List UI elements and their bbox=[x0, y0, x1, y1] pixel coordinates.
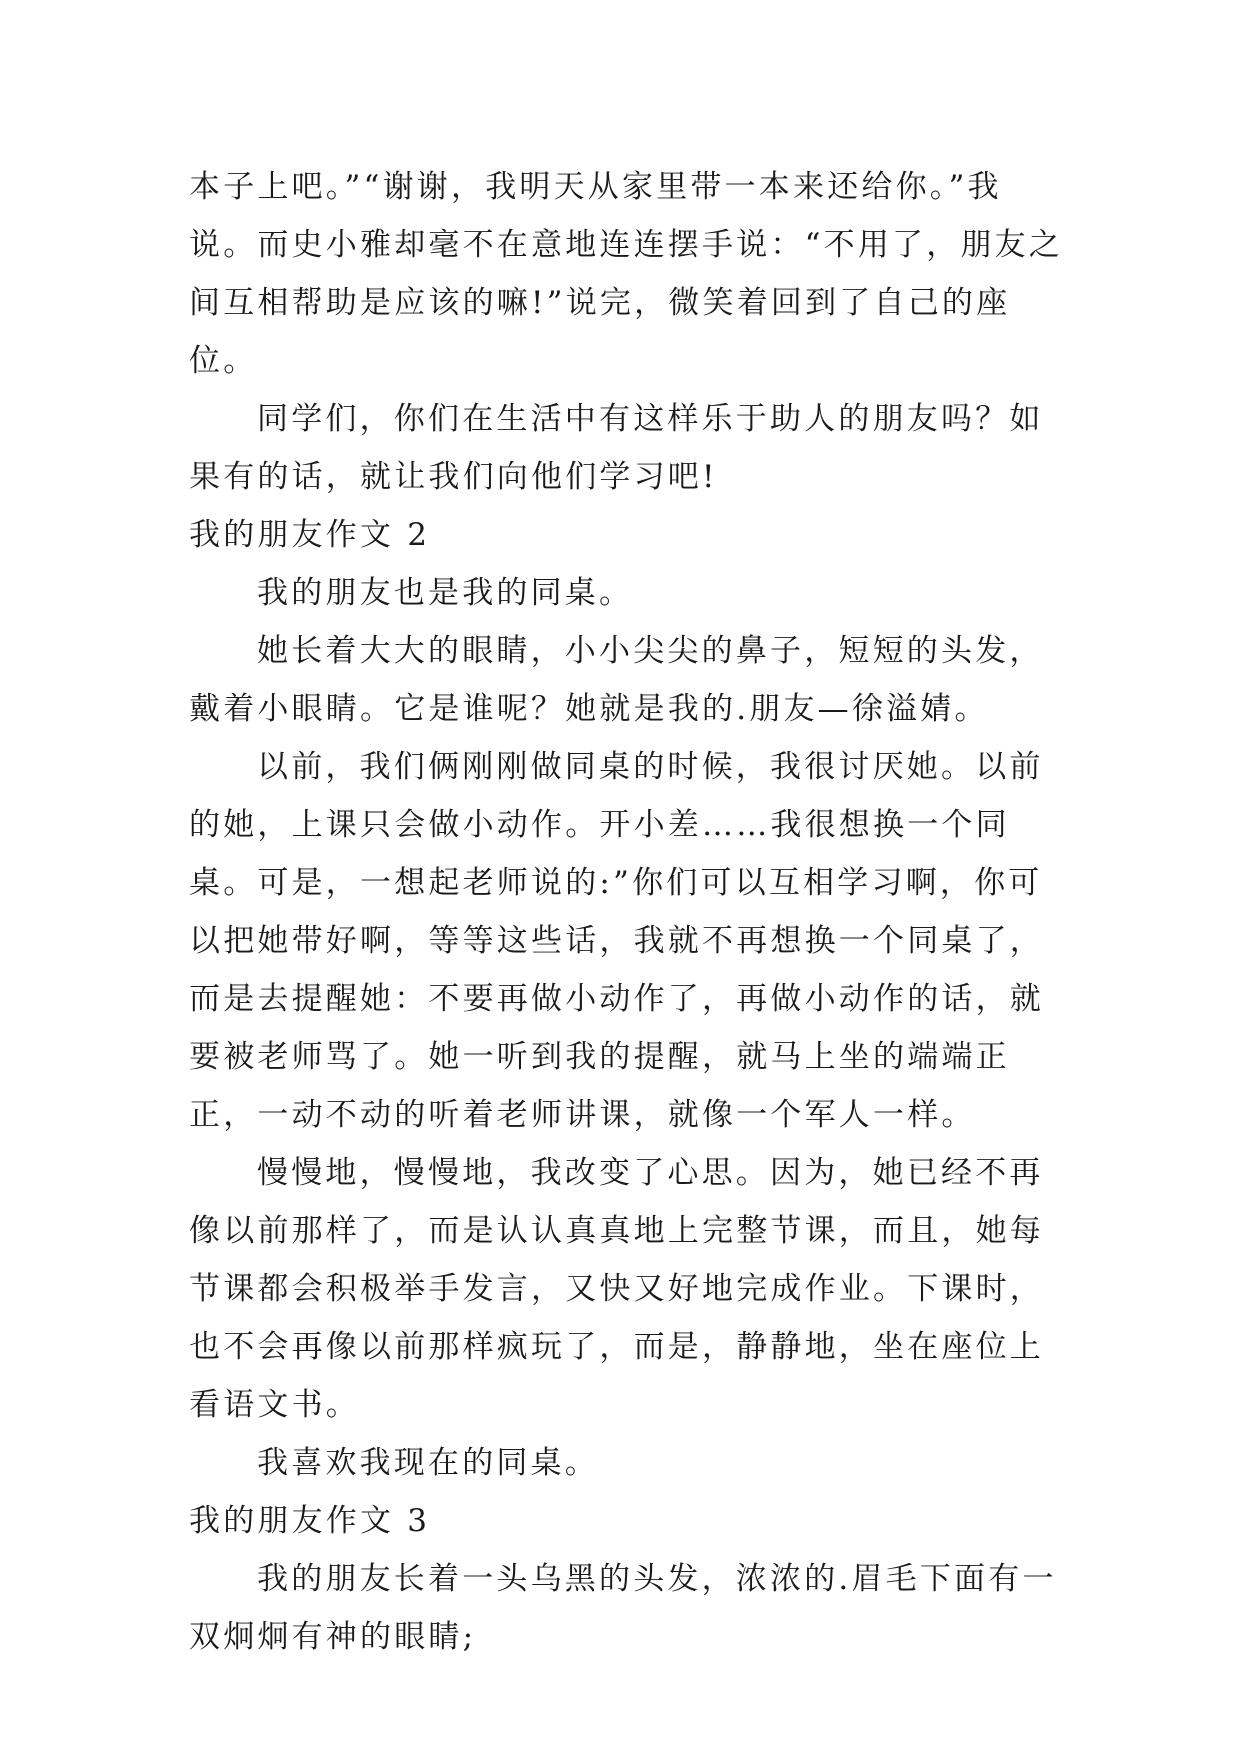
section-heading: 我的朋友作文 3 bbox=[189, 1503, 431, 1539]
paragraph: 我的朋友也是我的同桌。 bbox=[257, 575, 634, 611]
section-heading: 我的朋友作文 2 bbox=[189, 517, 431, 553]
paragraph: 我喜欢我现在的同桌。 bbox=[257, 1445, 599, 1481]
paragraph: 我的朋友长着一头乌黑的头发，浓浓的.眉毛下面有一双炯炯有神的眼睛; bbox=[189, 1561, 1057, 1655]
paragraph: 慢慢地，慢慢地，我改变了心思。因为，她已经不再像以前那样了，而是认认真真地上完整节课，而且，她每节课都会积极举手发言，又快又好地完成作业。下课时，也不会再像以前那样疯玩了，而是，静静地，坐在座位上看语文书。 bbox=[189, 1155, 1044, 1423]
paragraph: 她长着大大的眼睛，小小尖尖的鼻子，短短的头发，戴着小眼睛。它是谁呢？她就是我的.朋友—徐溢婧。 bbox=[189, 633, 1044, 727]
paragraph: 以前，我们俩刚刚做同桌的时候，我很讨厌她。以前的她，上课只会做小动作。开小差……我很想换一个同桌。可是，一想起老师说的:”你们可以互相学习啊，你可以把她带好啊，等等这些话，我就不再想换一个同桌了，而是去提醒她：不要再做小动作了，再做小动作的话，就要被老师骂了。她一听到我的提醒，就马上坐的端端正正，一动不动的听着老师讲课，就像一个军人一样。 bbox=[189, 749, 1044, 1133]
paragraph: 同学们，你们在生活中有这样乐于助人的朋友吗？如果有的话，就让我们向他们学习吧! bbox=[189, 401, 1044, 495]
document-body bbox=[189, 158, 1069, 1666]
paragraph: 本子上吧。”“谢谢，我明天从家里带一本来还给你。”我说。而史小雅却毫不在意地连连摆手说：“不用了，朋友之间互相帮助是应该的嘛!”说完，微笑着回到了自己的座位。 bbox=[189, 169, 1064, 379]
